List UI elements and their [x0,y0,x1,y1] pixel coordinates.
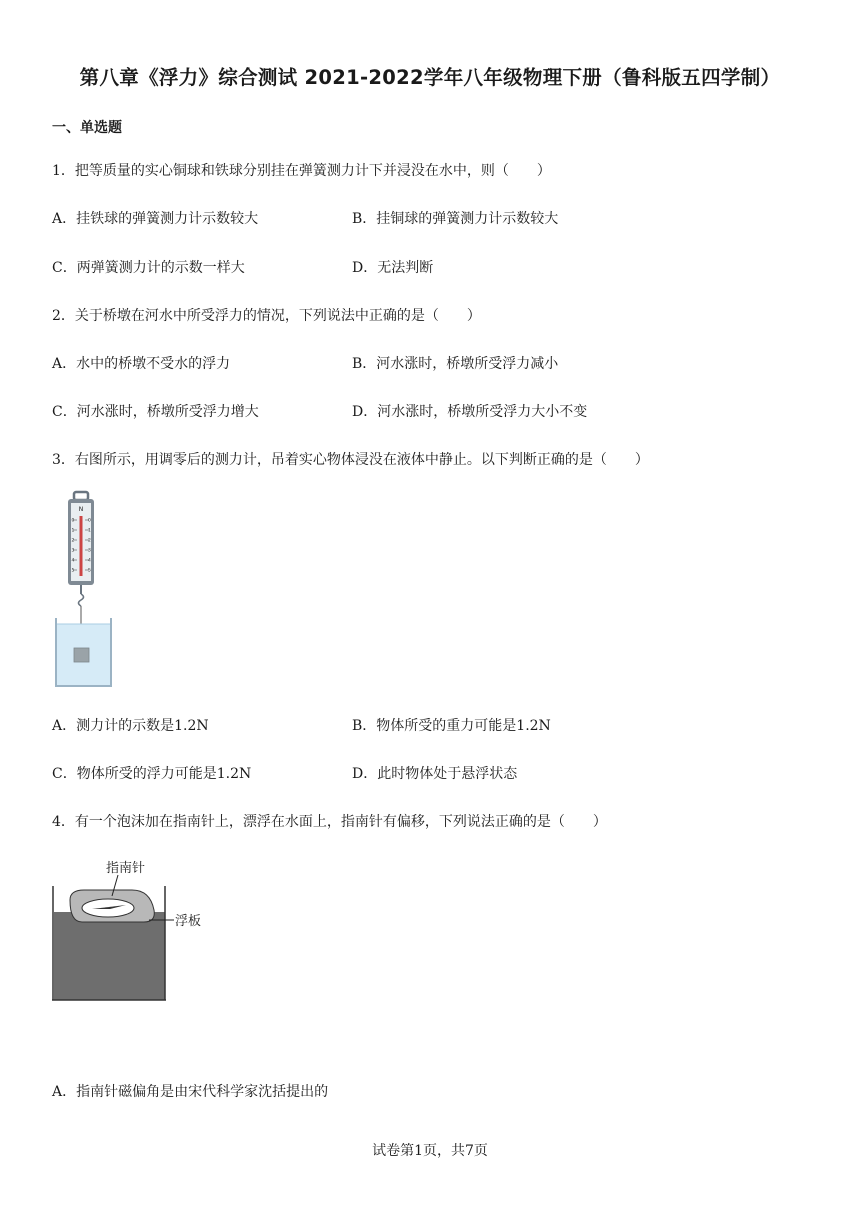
scale-left-1: 1 [71,528,75,534]
compass-float-figure [48,852,218,1004]
question-2-option-b: B．河水涨时，桥墩所受浮力减小 [352,356,559,372]
scale-right-1: 1 [88,528,91,534]
page-footer: 试卷第1页，共7页 [372,1143,488,1159]
scale-left-2: 2 [71,538,75,544]
compass-label: 指南针 [106,861,146,876]
question-2-stem: 2．关于桥墩在河水中所受浮力的情况，下列说法中正确的是（ ） [52,308,481,324]
scale-right-2: 2 [88,538,91,544]
question-4-stem: 4．有一个泡沫加在指南针上，漂浮在水面上，指南针有偏移，下列说法正确的是（ ） [52,814,607,830]
scale-right-0: 0 [88,518,91,524]
question-2-option-c: C．河水涨时，桥墩所受浮力增大 [52,404,259,420]
question-3-option-d: D．此时物体处于悬浮状态 [352,766,518,782]
question-1-option-b: B．挂铜球的弹簧测力计示数较大 [352,211,559,227]
scale-left-4: 4 [71,558,75,564]
scale-left-5: 5 [71,568,75,574]
question-2-option-d: D．河水涨时，桥墩所受浮力大小不变 [352,404,588,420]
spring-scale-figure [52,490,114,690]
question-1-option-c: C．两弹簧测力计的示数一样大 [52,260,245,276]
question-2-option-a: A．水中的桥墩不受水的浮力 [52,356,231,372]
float-board-label: 浮板 [175,914,202,929]
scale-right-5: 5 [88,568,91,574]
scale-right-4: 4 [88,558,91,564]
question-4-option-a: A．指南针磁偏角是由宋代科学家沈括提出的 [52,1084,329,1100]
question-3-option-c: C．物体所受的浮力可能是1.2N [52,766,252,782]
question-1-option-a: A．挂铁球的弹簧测力计示数较大 [52,211,259,227]
question-3-stem: 3．右图所示，用调零后的测力计，吊着实心物体浸没在液体中静止。以下判断正确的是（ ） [52,452,649,468]
scale-right-3: 3 [88,548,91,554]
scale-unit-label: N [78,506,84,513]
page-title: 第八章《浮力》综合测试 2021-2022学年八年级物理下册（鲁科版五四学制） [79,66,781,89]
question-3-option-a: A．测力计的示数是1.2N [52,718,209,734]
scale-left-3: 3 [71,548,75,554]
question-3-option-b: B．物体所受的重力可能是1.2N [352,718,551,734]
section-heading: 一、单选题 [52,120,122,136]
question-1-option-d: D．无法判断 [352,260,434,276]
scale-left-0: 0 [71,518,75,524]
question-1-stem: 1．把等质量的实心铜球和铁球分别挂在弹簧测力计下并浸没在水中，则（ ） [52,163,551,179]
